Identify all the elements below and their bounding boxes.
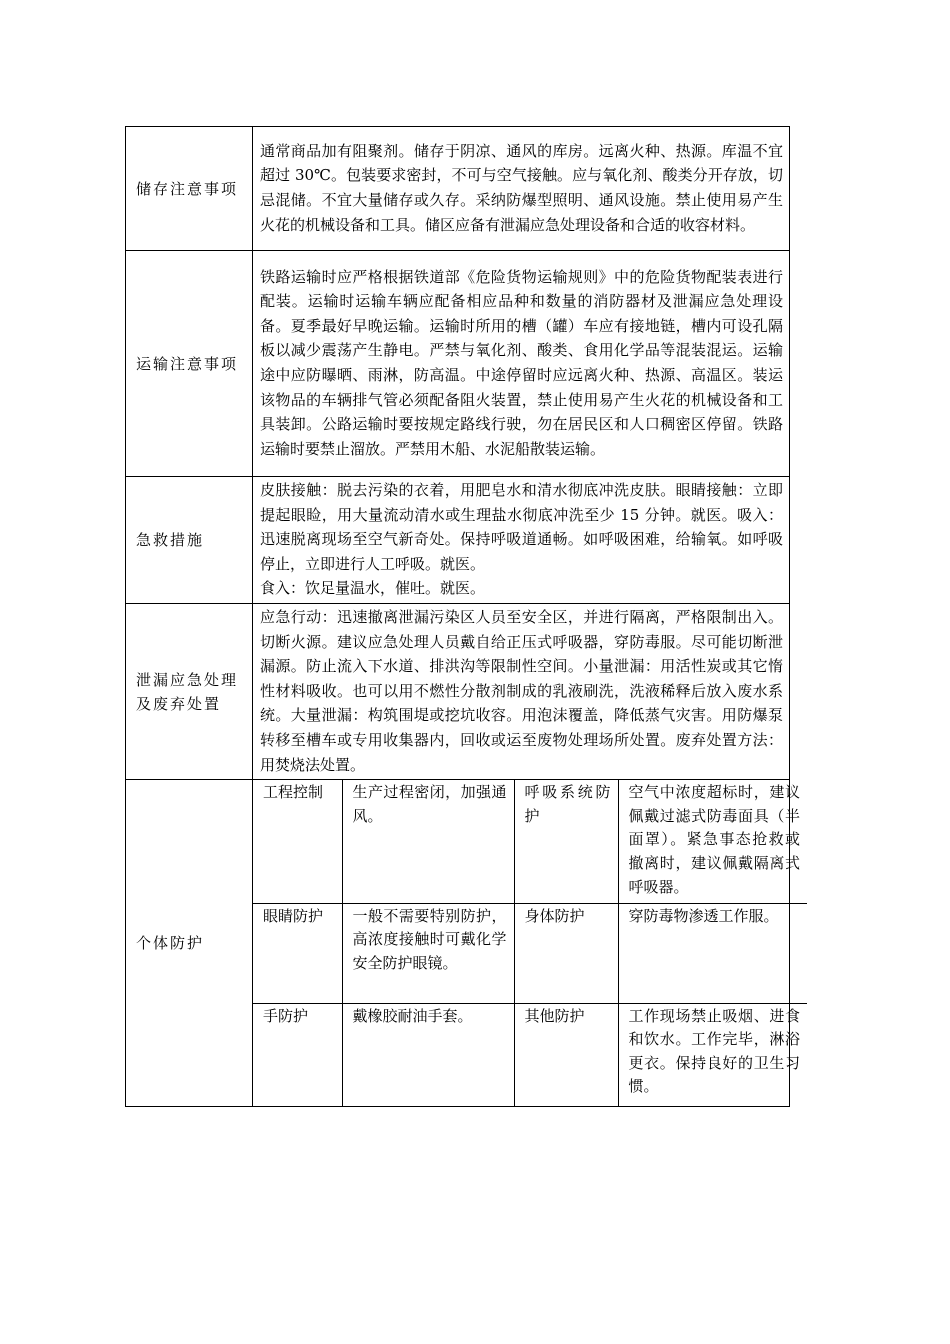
protection-grid [253,780,807,1106]
storage-text: 通常商品加有阻聚剂。储存于阴凉、通风的库房。远离火种、热源。库温不宜超过 30℃。包装要求密封，不可与空气接触。应与氧化剂、酸类分开存放，切忌混储。不宜大量储存或久存。采纳防爆型照明、通风设施。禁止使用易产生火花的机械设备和工具。储区应备有泄漏应急处理设备和合适的收容材料。 [253,127,790,251]
msds-table [125,126,800,1107]
storage-label: 储存注意事项 [126,127,253,251]
first-aid-row [126,477,790,604]
other-protection-label: 其他防护 [514,1003,618,1106]
body-protection-label: 身体防护 [514,903,618,1003]
body-protection-text: 穿防毒物渗透工作服。 [618,903,807,1003]
transport-text: 铁路运输时应严格根据铁道部《危险货物运输规则》中的危险货物配装表进行配装。运输时运输车辆应配备相应品种和数量的消防器材及泄漏应急处理设备。夏季最好早晚运输。运输时所用的槽（罐）车应有接地链，槽内可设孔隔板以减少震荡产生静电。严禁与氧化剂、酸类、食用化学品等混装混运。运输途中应防曝晒、雨淋，防高温。中途停留时应远离火种、热源、高温区。装运该物品的车辆排气管必须配备阻火装置，禁止使用易产生火花的机械设备和工具装卸。公路运输时要按规定路线行驶，勿在居民区和人口稠密区停留。铁路运输时要禁止溜放。严禁用木船、水泥船散装运输。 [253,251,790,477]
protection-grid-row [253,780,807,903]
respiratory-protection-label: 呼吸系统防护 [514,780,618,903]
spill-row [126,603,790,779]
eye-protection-text: 一般不需要特别防护，高浓度接触时可戴化学安全防护眼镜。 [342,903,514,1003]
protection-grid-row [253,1003,807,1106]
hand-protection-label: 手防护 [253,1003,342,1106]
engineering-control-text: 生产过程密闭，加强通风。 [342,780,514,903]
hand-protection-text: 戴橡胶耐油手套。 [342,1003,514,1106]
protection-grid-cell [253,780,800,1107]
protection-label: 个体防护 [126,780,253,1107]
transport-label: 运输注意事项 [126,251,253,477]
first-aid-text: 皮肤接触：脱去污染的衣着，用肥皂水和清水彻底冲洗皮肤。眼睛接触：立即提起眼睑，用大量流动清水或生理盐水彻底冲洗至少 15 分钟。就医。吸入：迅速脱离现场至空气新奇处。保持呼吸道通畅。如呼吸困难，给输氧。如呼吸停止，立即进行人工呼吸。就医。 食入：饮足量温水，催吐。就医。 [253,477,790,604]
eye-protection-label: 眼睛防护 [253,903,342,1003]
first-aid-label: 急救措施 [126,477,253,604]
respiratory-protection-text: 空气中浓度超标时，建议佩戴过滤式防毒面具（半面罩）。紧急事态抢救或撤离时，建议佩戴隔离式呼吸器。 [618,780,807,903]
transport-row [126,251,790,477]
engineering-control-label: 工程控制 [253,780,342,903]
protection-row [126,780,790,1107]
spill-label: 泄漏应急处理及废弃处置 [126,603,253,779]
spill-text: 应急行动：迅速撤离泄漏污染区人员至安全区，并进行隔离，严格限制出入。切断火源。建议应急处理人员戴自给正压式呼吸器，穿防毒服。尽可能切断泄漏源。防止流入下水道、排洪沟等限制性空间。小量泄漏：用活性炭或其它惰性材料吸收。也可以用不燃性分散剂制成的乳液刷洗，洗液稀释后放入废水系统。大量泄漏：构筑围堤或挖坑收容。用泡沫覆盖，降低蒸气灾害。用防爆泵转移至槽车或专用收集器内，回收或运至废物处理场所处置。废弃处置方法：用焚烧法处置。 [253,603,790,779]
msds-sheet [125,126,800,1107]
other-protection-text: 工作现场禁止吸烟、进食和饮水。工作完毕，淋浴更衣。保持良好的卫生习惯。 [618,1003,807,1106]
protection-grid-row [253,903,807,1003]
storage-row [126,127,790,251]
